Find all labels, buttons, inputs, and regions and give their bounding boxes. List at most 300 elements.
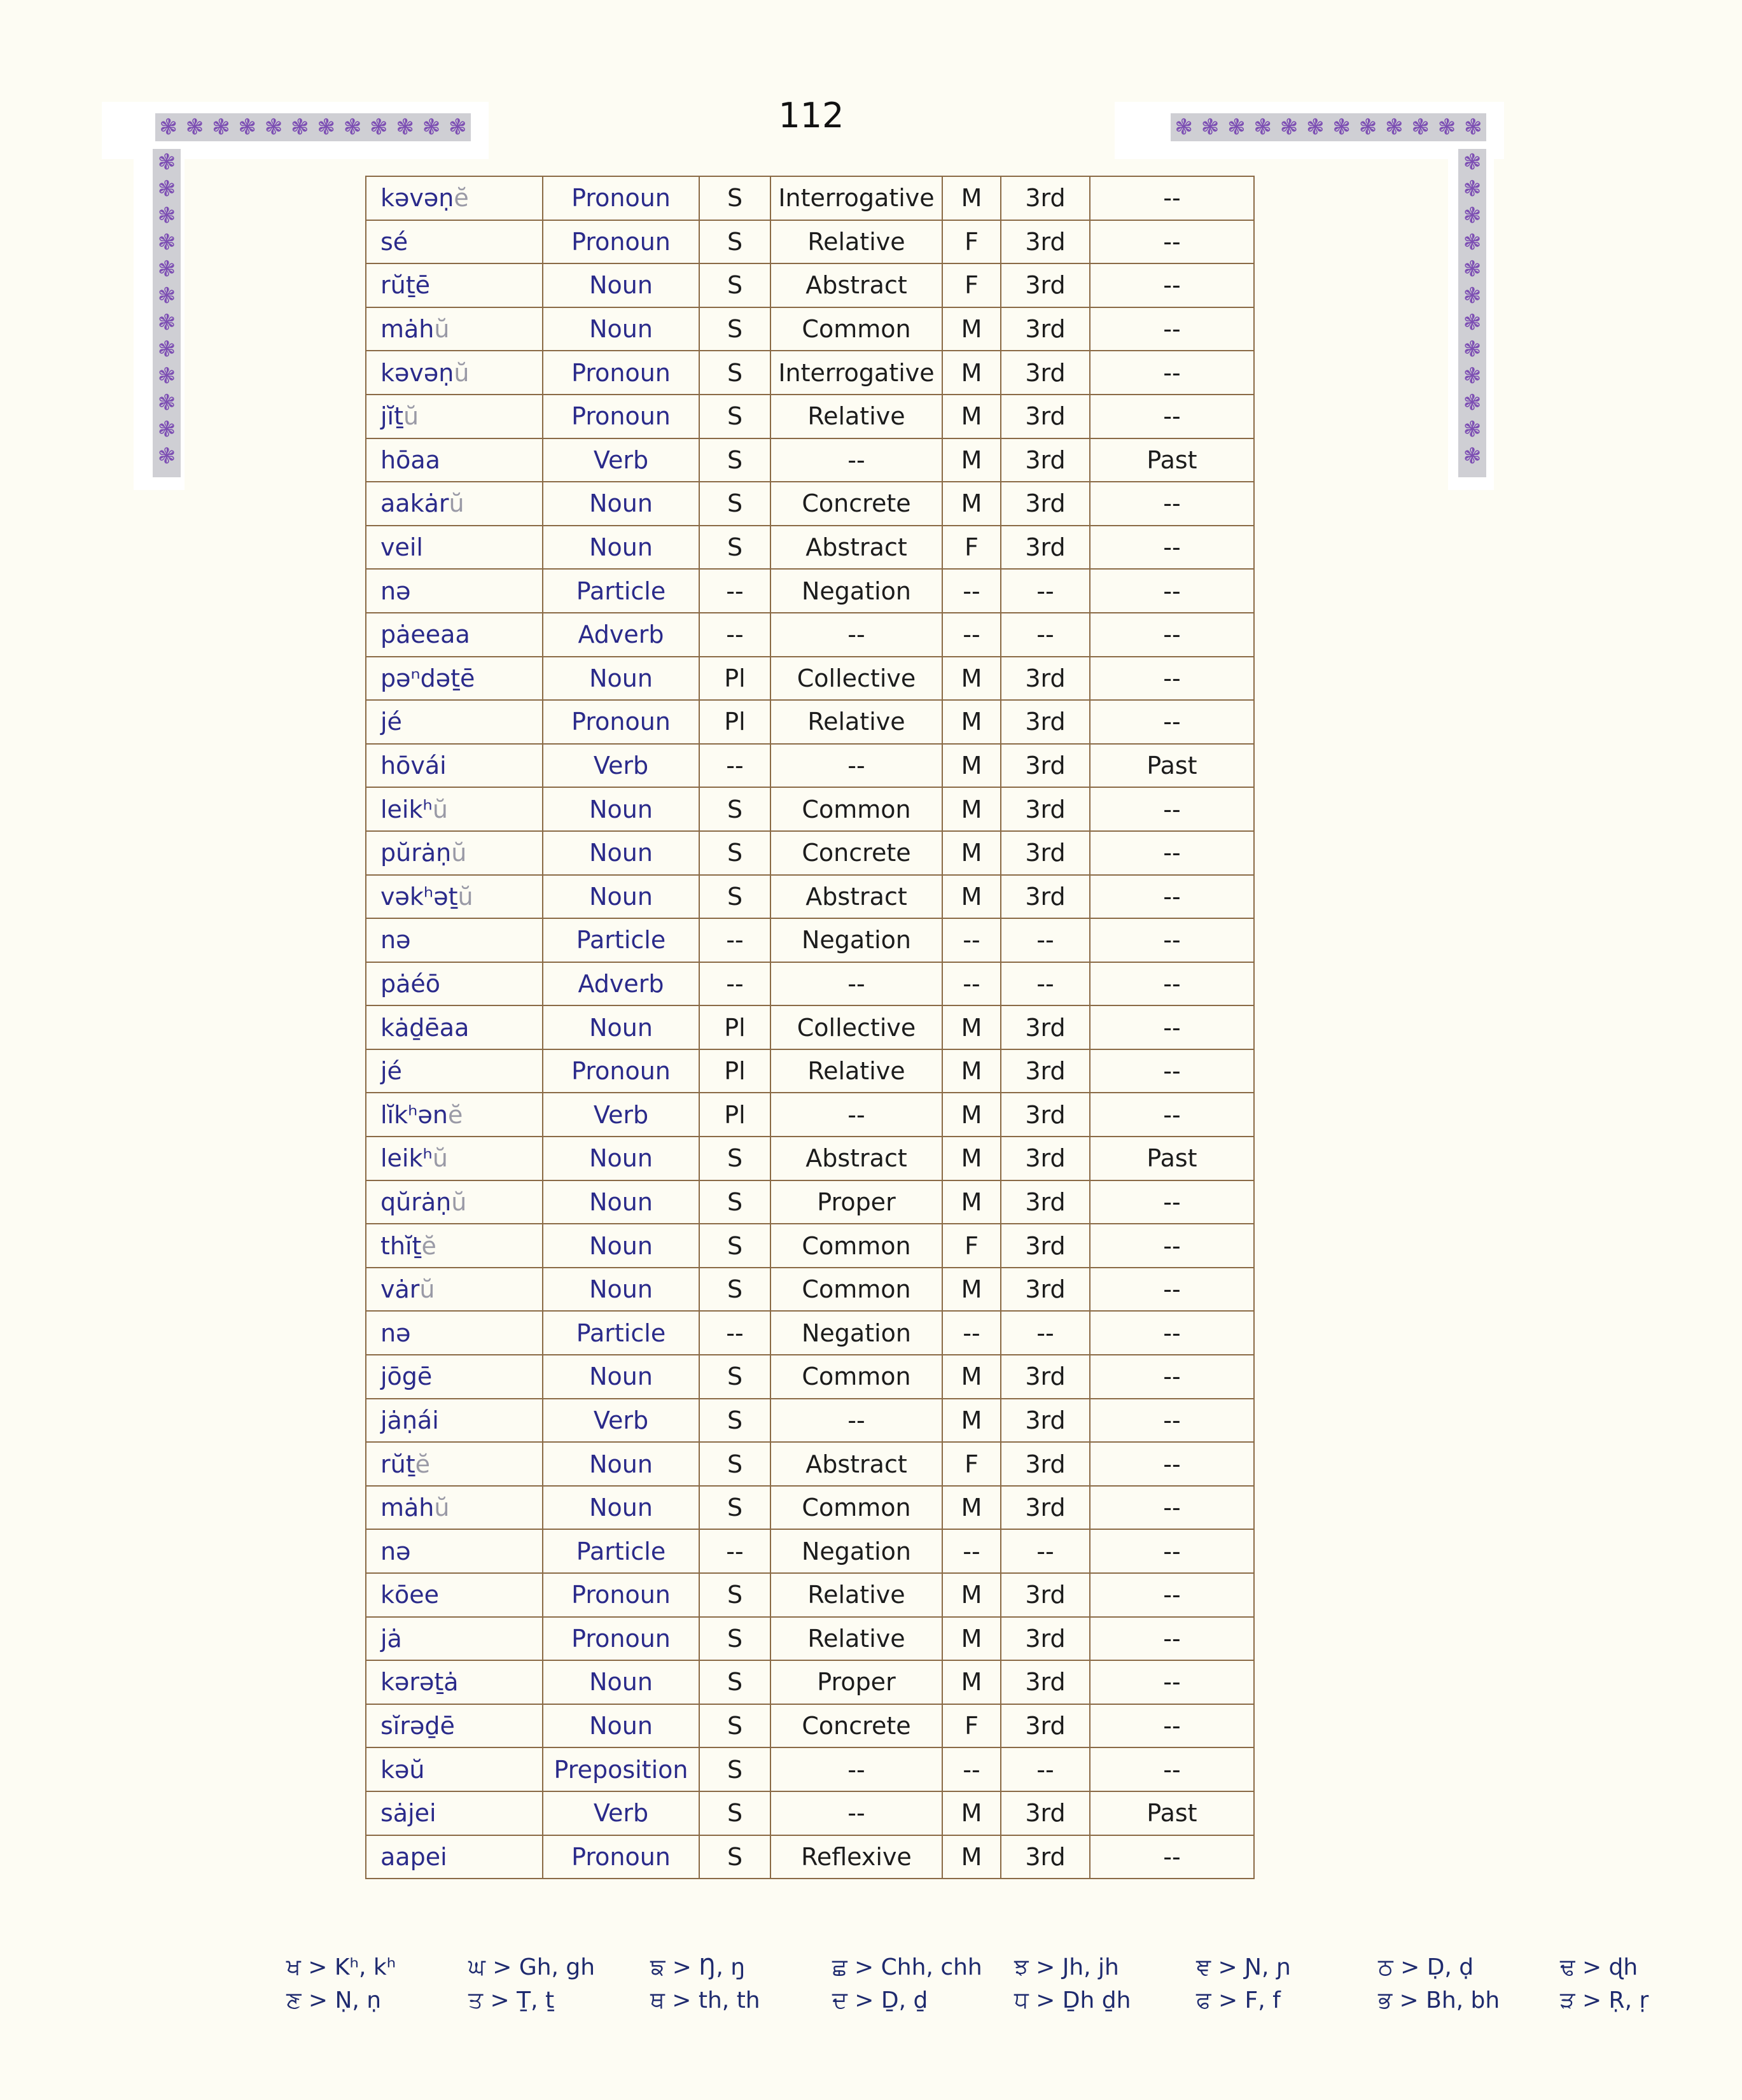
person-cell: 3rd bbox=[1001, 1180, 1090, 1224]
tense-cell: -- bbox=[1090, 1529, 1254, 1573]
tense-cell: -- bbox=[1090, 875, 1254, 919]
legend-row bbox=[286, 1951, 1742, 1984]
tense-cell: -- bbox=[1090, 395, 1254, 438]
word-cell bbox=[366, 1617, 543, 1661]
tense-cell: -- bbox=[1090, 526, 1254, 570]
number-cell: S bbox=[699, 220, 770, 264]
flower-ornament-icon: ❃ bbox=[1463, 283, 1482, 309]
flower-ornament-icon: ❃ bbox=[1253, 115, 1272, 140]
word-cell bbox=[366, 1049, 543, 1093]
legend-entry: ਣ > Ṇ, ṇ bbox=[286, 1987, 382, 2013]
person-cell: -- bbox=[1001, 1311, 1090, 1355]
table-row bbox=[366, 438, 1254, 482]
flower-ornament-icon: ❃ bbox=[317, 115, 335, 140]
gender-cell: M bbox=[942, 1093, 1001, 1137]
type-cell: Negation bbox=[770, 569, 942, 613]
legend-entry: ਫ > F, f bbox=[1196, 1987, 1281, 2013]
person-cell: 3rd bbox=[1001, 1835, 1090, 1879]
word-base: nə bbox=[380, 1537, 411, 1565]
word-cell bbox=[366, 351, 543, 395]
table-row bbox=[366, 220, 1254, 264]
flower-ornament-icon: ❃ bbox=[1358, 115, 1377, 140]
person-cell: 3rd bbox=[1001, 1224, 1090, 1268]
word-base: sȧjei bbox=[380, 1799, 436, 1828]
flower-ornament-icon: ❃ bbox=[157, 363, 176, 389]
gender-cell: -- bbox=[942, 569, 1001, 613]
type-cell: Negation bbox=[770, 1529, 942, 1573]
type-cell: Relative bbox=[770, 220, 942, 264]
part-of-speech-cell: Noun bbox=[543, 1224, 699, 1268]
person-cell: -- bbox=[1001, 1529, 1090, 1573]
word-cell bbox=[366, 613, 543, 657]
part-of-speech-cell: Noun bbox=[543, 307, 699, 351]
word-base: veil bbox=[380, 533, 423, 562]
table-row bbox=[366, 1747, 1254, 1791]
type-cell: Reflexive bbox=[770, 1835, 942, 1879]
flower-ornament-icon: ❃ bbox=[291, 115, 309, 140]
flower-ornament-icon: ❃ bbox=[264, 115, 283, 140]
type-cell: Proper bbox=[770, 1660, 942, 1704]
word-cell bbox=[366, 526, 543, 570]
flower-ornament-icon: ❃ bbox=[449, 115, 467, 140]
table-row bbox=[366, 1137, 1254, 1180]
flower-ornament-icon: ❃ bbox=[1411, 115, 1430, 140]
number-cell: S bbox=[699, 1486, 770, 1530]
tense-cell: -- bbox=[1090, 1704, 1254, 1748]
word-cell bbox=[366, 438, 543, 482]
type-cell: Collective bbox=[770, 657, 942, 701]
word-cell bbox=[366, 1573, 543, 1617]
table-row bbox=[366, 700, 1254, 744]
word-ending: ŭ bbox=[434, 1494, 450, 1522]
word-cell bbox=[366, 744, 543, 788]
number-cell: S bbox=[699, 526, 770, 570]
word-base: jé bbox=[380, 708, 402, 736]
tense-cell: -- bbox=[1090, 569, 1254, 613]
number-cell: S bbox=[699, 438, 770, 482]
flower-ornament-icon: ❃ bbox=[1464, 115, 1482, 140]
part-of-speech-cell: Pronoun bbox=[543, 1049, 699, 1093]
gender-cell: M bbox=[942, 744, 1001, 788]
tense-cell: -- bbox=[1090, 787, 1254, 831]
gender-cell: M bbox=[942, 1049, 1001, 1093]
flower-ornament-icon: ❃ bbox=[1306, 115, 1325, 140]
person-cell: 3rd bbox=[1001, 263, 1090, 307]
word-cell bbox=[366, 787, 543, 831]
flower-ornament-icon: ❃ bbox=[1437, 115, 1456, 140]
gender-cell: F bbox=[942, 526, 1001, 570]
person-cell: 3rd bbox=[1001, 351, 1090, 395]
type-cell: Concrete bbox=[770, 1704, 942, 1748]
word-base: aakȧr bbox=[380, 489, 449, 518]
word-cell bbox=[366, 1005, 543, 1049]
gender-cell: M bbox=[942, 875, 1001, 919]
gender-cell: F bbox=[942, 220, 1001, 264]
flower-ornament-icon: ❃ bbox=[185, 115, 204, 140]
flower-ornament-icon: ❃ bbox=[1463, 310, 1482, 335]
gender-cell: -- bbox=[942, 962, 1001, 1006]
word-cell bbox=[366, 1791, 543, 1835]
tense-cell: -- bbox=[1090, 1617, 1254, 1661]
number-cell: S bbox=[699, 1704, 770, 1748]
person-cell: -- bbox=[1001, 1747, 1090, 1791]
part-of-speech-cell: Noun bbox=[543, 657, 699, 701]
person-cell: 3rd bbox=[1001, 307, 1090, 351]
word-base: lĭkʰən bbox=[380, 1100, 448, 1129]
word-cell bbox=[366, 1137, 543, 1180]
word-analysis-table bbox=[365, 176, 1255, 1879]
flower-ornament-icon: ❃ bbox=[157, 444, 176, 469]
part-of-speech-cell: Noun bbox=[543, 1442, 699, 1486]
word-cell bbox=[366, 1093, 543, 1137]
word-base: sé bbox=[380, 227, 408, 256]
gender-cell: F bbox=[942, 1224, 1001, 1268]
person-cell: 3rd bbox=[1001, 220, 1090, 264]
word-ending: ŭ bbox=[432, 795, 448, 823]
flower-ornament-icon: ❃ bbox=[1463, 417, 1482, 442]
word-cell bbox=[366, 395, 543, 438]
table-row bbox=[366, 526, 1254, 570]
tense-cell: -- bbox=[1090, 1049, 1254, 1093]
word-base: jōgē bbox=[380, 1362, 433, 1391]
part-of-speech-cell: Pronoun bbox=[543, 395, 699, 438]
tense-cell: -- bbox=[1090, 1835, 1254, 1879]
word-ending: ŭ bbox=[434, 315, 450, 344]
number-cell: Pl bbox=[699, 657, 770, 701]
type-cell: -- bbox=[770, 1791, 942, 1835]
top-left-ornament-strip bbox=[155, 113, 471, 141]
flower-ornament-icon: ❃ bbox=[157, 390, 176, 416]
person-cell: 3rd bbox=[1001, 1617, 1090, 1661]
number-cell: S bbox=[699, 1791, 770, 1835]
flower-ornament-icon: ❃ bbox=[212, 115, 230, 140]
person-cell: -- bbox=[1001, 569, 1090, 613]
tense-cell: Past bbox=[1090, 438, 1254, 482]
person-cell: 3rd bbox=[1001, 1660, 1090, 1704]
gender-cell: M bbox=[942, 1660, 1001, 1704]
part-of-speech-cell: Pronoun bbox=[543, 700, 699, 744]
word-base: kərəṯȧ bbox=[380, 1668, 459, 1697]
part-of-speech-cell: Pronoun bbox=[543, 1573, 699, 1617]
tense-cell: -- bbox=[1090, 1180, 1254, 1224]
flower-ornament-icon: ❃ bbox=[1463, 176, 1482, 202]
legend-entry: ਭ > Bh, bh bbox=[1378, 1987, 1500, 2013]
word-base: rŭṯ bbox=[380, 1450, 415, 1478]
word-cell bbox=[366, 176, 543, 220]
word-ending: ŭ bbox=[451, 1187, 467, 1216]
part-of-speech-cell: Noun bbox=[543, 526, 699, 570]
word-cell bbox=[366, 1835, 543, 1879]
tense-cell: -- bbox=[1090, 1486, 1254, 1530]
legend-entry: ਛ > Chh, chh bbox=[832, 1954, 982, 1980]
part-of-speech-cell: Noun bbox=[543, 1180, 699, 1224]
tense-cell: -- bbox=[1090, 1268, 1254, 1312]
part-of-speech-cell: Noun bbox=[543, 482, 699, 526]
table-row bbox=[366, 1005, 1254, 1049]
table-row bbox=[366, 962, 1254, 1006]
tense-cell: -- bbox=[1090, 1311, 1254, 1355]
type-cell: Common bbox=[770, 307, 942, 351]
word-base: kəvəṇ bbox=[380, 358, 454, 387]
flower-ornament-icon: ❃ bbox=[1463, 444, 1482, 469]
table-row bbox=[366, 1180, 1254, 1224]
gender-cell: M bbox=[942, 1791, 1001, 1835]
number-cell: Pl bbox=[699, 700, 770, 744]
gender-cell: M bbox=[942, 1617, 1001, 1661]
flower-ornament-icon: ❃ bbox=[1174, 115, 1193, 140]
part-of-speech-cell: Noun bbox=[543, 263, 699, 307]
gender-cell: M bbox=[942, 307, 1001, 351]
number-cell: S bbox=[699, 831, 770, 875]
person-cell: -- bbox=[1001, 613, 1090, 657]
person-cell: 3rd bbox=[1001, 1486, 1090, 1530]
legend-entry: ੜ > Ṛ, ṛ bbox=[1560, 1987, 1649, 2013]
part-of-speech-cell: Particle bbox=[543, 918, 699, 962]
part-of-speech-cell: Noun bbox=[543, 1704, 699, 1748]
person-cell: 3rd bbox=[1001, 438, 1090, 482]
number-cell: Pl bbox=[699, 1049, 770, 1093]
type-cell: Abstract bbox=[770, 875, 942, 919]
legend-entry: ਥ > th, th bbox=[650, 1987, 760, 2013]
person-cell: 3rd bbox=[1001, 700, 1090, 744]
word-base: jȧṇái bbox=[380, 1406, 439, 1434]
table-row bbox=[366, 1704, 1254, 1748]
tense-cell: -- bbox=[1090, 918, 1254, 962]
flower-ornament-icon: ❃ bbox=[343, 115, 362, 140]
legend-entry: ਤ > Ṯ, ṯ bbox=[468, 1987, 555, 2013]
table-row bbox=[366, 1791, 1254, 1835]
table-row bbox=[366, 1093, 1254, 1137]
gender-cell: M bbox=[942, 176, 1001, 220]
table-row bbox=[366, 1049, 1254, 1093]
type-cell: -- bbox=[770, 744, 942, 788]
tense-cell: -- bbox=[1090, 1224, 1254, 1268]
word-cell bbox=[366, 831, 543, 875]
part-of-speech-cell: Preposition bbox=[543, 1747, 699, 1791]
tense-cell: Past bbox=[1090, 744, 1254, 788]
word-base: pȧéō bbox=[380, 969, 441, 998]
tense-cell: -- bbox=[1090, 700, 1254, 744]
type-cell: Concrete bbox=[770, 831, 942, 875]
tense-cell: -- bbox=[1090, 1005, 1254, 1049]
person-cell: 3rd bbox=[1001, 1137, 1090, 1180]
word-base: vəkʰəṯ bbox=[380, 882, 458, 911]
type-cell: Common bbox=[770, 1268, 942, 1312]
word-base: mȧh bbox=[380, 315, 435, 344]
type-cell: Relative bbox=[770, 1573, 942, 1617]
word-cell bbox=[366, 220, 543, 264]
word-ending: ĕ bbox=[415, 1450, 430, 1478]
word-cell bbox=[366, 1529, 543, 1573]
tense-cell: -- bbox=[1090, 351, 1254, 395]
table-row bbox=[366, 1660, 1254, 1704]
gender-cell: M bbox=[942, 1005, 1001, 1049]
word-cell bbox=[366, 1399, 543, 1443]
gender-cell: F bbox=[942, 263, 1001, 307]
part-of-speech-cell: Noun bbox=[543, 1486, 699, 1530]
gender-cell: M bbox=[942, 831, 1001, 875]
legend-entry: ਢ > ɖh bbox=[1560, 1954, 1638, 1980]
legend-entry: ਠ > Ḍ, ḍ bbox=[1378, 1954, 1474, 1980]
gender-cell: M bbox=[942, 1180, 1001, 1224]
number-cell: -- bbox=[699, 962, 770, 1006]
table-row bbox=[366, 831, 1254, 875]
part-of-speech-cell: Pronoun bbox=[543, 1835, 699, 1879]
word-base: nə bbox=[380, 926, 411, 955]
flower-ornament-icon: ❃ bbox=[238, 115, 256, 140]
flower-ornament-icon: ❃ bbox=[1201, 115, 1220, 140]
gender-cell: M bbox=[942, 1399, 1001, 1443]
table-row bbox=[366, 613, 1254, 657]
number-cell: -- bbox=[699, 918, 770, 962]
gender-cell: M bbox=[942, 1486, 1001, 1530]
person-cell: 3rd bbox=[1001, 1093, 1090, 1137]
flower-ornament-icon: ❃ bbox=[157, 283, 176, 309]
word-base: jȧ bbox=[380, 1624, 402, 1653]
number-cell: S bbox=[699, 1399, 770, 1443]
word-base: hōaa bbox=[380, 445, 440, 474]
page-number: 112 bbox=[778, 95, 844, 136]
number-cell: S bbox=[699, 787, 770, 831]
part-of-speech-cell: Pronoun bbox=[543, 176, 699, 220]
type-cell: -- bbox=[770, 438, 942, 482]
person-cell: 3rd bbox=[1001, 787, 1090, 831]
word-ending: ŭ bbox=[419, 1275, 435, 1304]
tense-cell: -- bbox=[1090, 1573, 1254, 1617]
table-row bbox=[366, 1311, 1254, 1355]
word-base: thĭṯ bbox=[380, 1231, 422, 1260]
type-cell: -- bbox=[770, 1399, 942, 1443]
table-row bbox=[366, 657, 1254, 701]
legend-entry: ਘ > Gh, gh bbox=[468, 1954, 596, 1980]
person-cell: 3rd bbox=[1001, 1005, 1090, 1049]
word-ending: ĕ bbox=[421, 1231, 436, 1260]
word-ending: ĕ bbox=[447, 1100, 463, 1129]
tense-cell: Past bbox=[1090, 1791, 1254, 1835]
part-of-speech-cell: Noun bbox=[543, 831, 699, 875]
word-base: kəvəṇ bbox=[380, 184, 454, 213]
table-row bbox=[366, 482, 1254, 526]
type-cell: Abstract bbox=[770, 1137, 942, 1180]
part-of-speech-cell: Noun bbox=[543, 787, 699, 831]
word-base: mȧh bbox=[380, 1494, 435, 1522]
word-cell bbox=[366, 263, 543, 307]
gender-cell: -- bbox=[942, 1311, 1001, 1355]
gender-cell: M bbox=[942, 657, 1001, 701]
part-of-speech-cell: Noun bbox=[543, 1005, 699, 1049]
gender-cell: M bbox=[942, 438, 1001, 482]
flower-ornament-icon: ❃ bbox=[1463, 363, 1482, 389]
part-of-speech-cell: Pronoun bbox=[543, 351, 699, 395]
table-row bbox=[366, 307, 1254, 351]
type-cell: -- bbox=[770, 962, 942, 1006]
word-base: rŭṯē bbox=[380, 271, 430, 300]
person-cell: 3rd bbox=[1001, 744, 1090, 788]
tense-cell: -- bbox=[1090, 176, 1254, 220]
word-base: vȧr bbox=[380, 1275, 420, 1304]
number-cell: -- bbox=[699, 569, 770, 613]
gender-cell: -- bbox=[942, 918, 1001, 962]
left-ornament-strip bbox=[153, 149, 181, 477]
type-cell: Collective bbox=[770, 1005, 942, 1049]
type-cell: Concrete bbox=[770, 482, 942, 526]
gender-cell: M bbox=[942, 1835, 1001, 1879]
number-cell: -- bbox=[699, 744, 770, 788]
word-base: kəŭ bbox=[380, 1755, 425, 1784]
word-ending: ĕ bbox=[454, 184, 469, 213]
word-cell bbox=[366, 1311, 543, 1355]
word-base: qŭrȧṇ bbox=[380, 1187, 452, 1216]
table-row bbox=[366, 1399, 1254, 1443]
table-row bbox=[366, 1224, 1254, 1268]
number-cell: Pl bbox=[699, 1005, 770, 1049]
type-cell: Abstract bbox=[770, 263, 942, 307]
word-cell bbox=[366, 1704, 543, 1748]
table-row bbox=[366, 1442, 1254, 1486]
word-base: hōvái bbox=[380, 752, 447, 780]
flower-ornament-icon: ❃ bbox=[1279, 115, 1299, 140]
type-cell: Negation bbox=[770, 1311, 942, 1355]
word-cell bbox=[366, 657, 543, 701]
flower-ornament-icon: ❃ bbox=[1385, 115, 1404, 140]
type-cell: Proper bbox=[770, 1180, 942, 1224]
tense-cell: -- bbox=[1090, 1747, 1254, 1791]
number-cell: S bbox=[699, 351, 770, 395]
part-of-speech-cell: Adverb bbox=[543, 962, 699, 1006]
type-cell: Relative bbox=[770, 1049, 942, 1093]
flower-ornament-icon: ❃ bbox=[1463, 256, 1482, 282]
word-base: leikʰ bbox=[380, 795, 433, 823]
word-ending: ŭ bbox=[432, 1144, 448, 1173]
word-ending: ŭ bbox=[449, 489, 464, 518]
flower-ornament-icon: ❃ bbox=[1463, 390, 1482, 416]
part-of-speech-cell: Verb bbox=[543, 1399, 699, 1443]
gender-cell: -- bbox=[942, 1529, 1001, 1573]
table-row bbox=[366, 744, 1254, 788]
table-row bbox=[366, 569, 1254, 613]
part-of-speech-cell: Particle bbox=[543, 1529, 699, 1573]
person-cell: 3rd bbox=[1001, 1399, 1090, 1443]
flower-ornament-icon: ❃ bbox=[1227, 115, 1246, 140]
gender-cell: M bbox=[942, 351, 1001, 395]
word-cell bbox=[366, 1486, 543, 1530]
type-cell: Relative bbox=[770, 700, 942, 744]
person-cell: 3rd bbox=[1001, 657, 1090, 701]
word-base: nə bbox=[380, 577, 411, 605]
type-cell: Interrogative bbox=[770, 176, 942, 220]
type-cell: -- bbox=[770, 1747, 942, 1791]
table-row bbox=[366, 176, 1254, 220]
part-of-speech-cell: Noun bbox=[543, 1660, 699, 1704]
type-cell: Common bbox=[770, 1355, 942, 1399]
type-cell: Common bbox=[770, 1486, 942, 1530]
part-of-speech-cell: Pronoun bbox=[543, 220, 699, 264]
part-of-speech-cell: Adverb bbox=[543, 613, 699, 657]
person-cell: -- bbox=[1001, 962, 1090, 1006]
tense-cell: -- bbox=[1090, 657, 1254, 701]
flower-ornament-icon: ❃ bbox=[157, 310, 176, 335]
flower-ornament-icon: ❃ bbox=[159, 115, 178, 140]
flower-ornament-icon: ❃ bbox=[157, 417, 176, 442]
tense-cell: -- bbox=[1090, 1093, 1254, 1137]
number-cell: S bbox=[699, 1617, 770, 1661]
person-cell: 3rd bbox=[1001, 395, 1090, 438]
word-cell bbox=[366, 918, 543, 962]
table-row bbox=[366, 1835, 1254, 1879]
person-cell: 3rd bbox=[1001, 482, 1090, 526]
table-row bbox=[366, 918, 1254, 962]
part-of-speech-cell: Verb bbox=[543, 438, 699, 482]
